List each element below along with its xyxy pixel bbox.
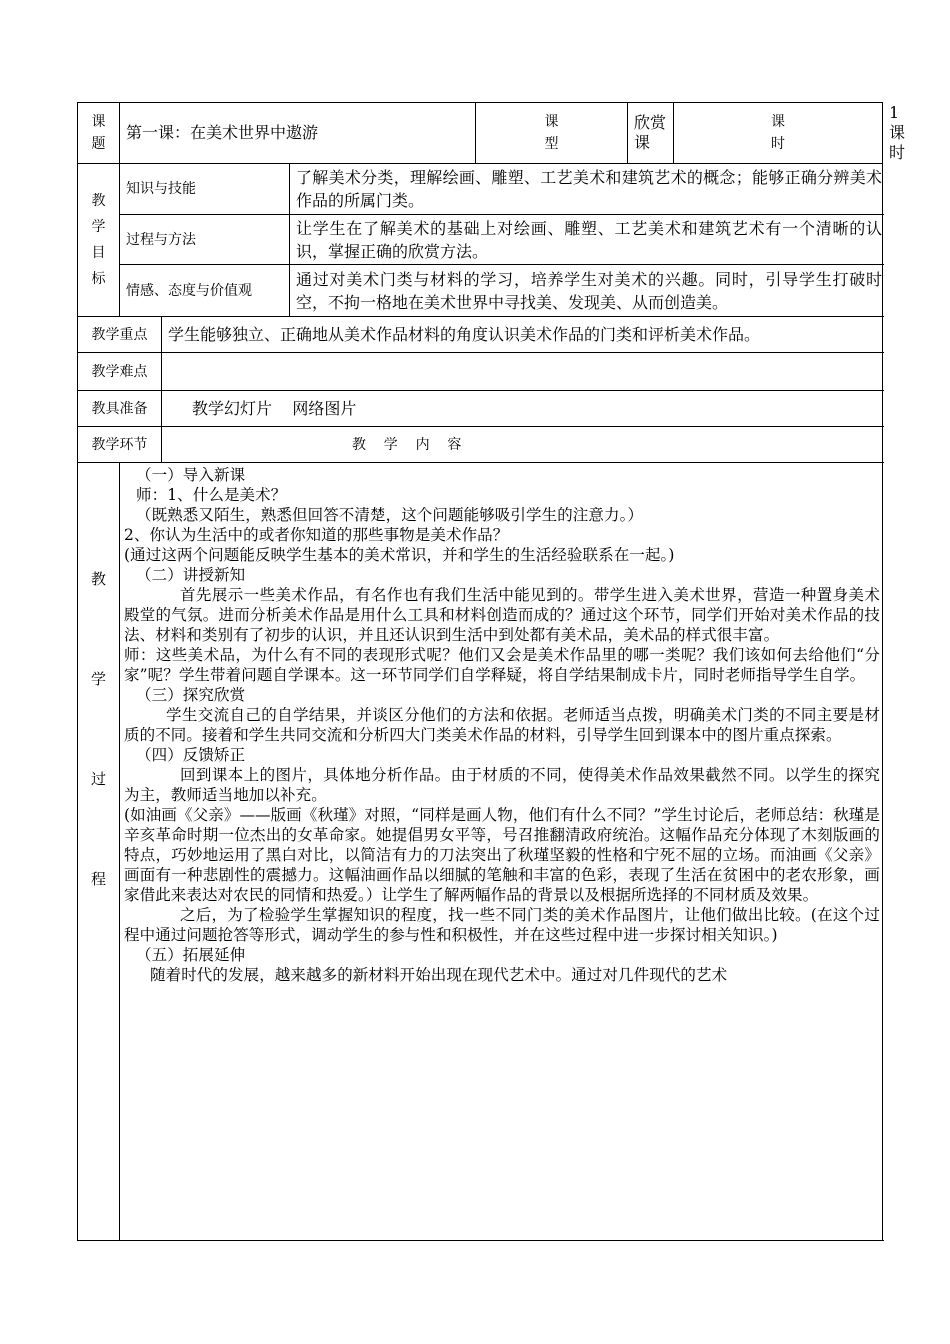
process-paragraph: 回到课本上的图片，具体地分析作品。由于材质的不同，使得美术作品效果截然不同。以学生的探究为主，教师适当地加以补充。 (124, 766, 881, 804)
objective-row-2 (78, 215, 883, 265)
type-value: 欣赏课 (628, 103, 674, 164)
hours-label: 课时 (771, 114, 785, 152)
objectives-label-char: 教 (91, 193, 106, 209)
key-point-row (78, 317, 883, 353)
type-label: 课型 (544, 114, 559, 152)
objectives-label-char: 目 (91, 245, 106, 261)
key-point-text: 学生能够独立、正确地从美术作品材料的角度认识美术作品的门类和评析美术作品。 (162, 317, 883, 353)
stage-label: 教学环节 (78, 427, 162, 463)
objective-name: 情感、态度与价值观 (120, 265, 290, 317)
objectives-label (78, 164, 120, 317)
hours-label-cell (674, 103, 883, 164)
type-label-cell (476, 103, 628, 164)
process-paragraph: 随着时代的发展，越来越多的新材料开始出现在现代艺术中。通过对几件现代的艺术 (150, 966, 728, 984)
process-content (120, 463, 883, 1241)
objective-text: 了解美术分类，理解绘画、雕塑、工艺美术和建筑艺术的概念；能够正确分辨美术作品的所属门类。 (290, 164, 883, 215)
difficulty-label: 教学难点 (78, 353, 162, 391)
stage-row (78, 427, 883, 463)
tools-label: 教具准备 (78, 391, 162, 427)
difficulty-text (162, 353, 883, 391)
objective-name: 知识与技能 (120, 164, 290, 215)
process-label-char: 学 (90, 670, 106, 688)
key-point-label: 教学重点 (78, 317, 162, 353)
process-heading: （五）拓展延伸 (136, 946, 246, 964)
process-label (78, 463, 120, 1241)
process-paragraph: 师：这些美术品，为什么有不同的表现形式呢？他们又会是美术作品里的哪一类呢？我们该如何去给他们“分家”呢？学生带着问题自学课本。这一环节同学们自学释疑，将自学结果制成卡片，同时老师指导学生自学。 (124, 646, 881, 684)
objectives-label-char: 学 (91, 219, 106, 235)
process-paragraph: 首先展示一些美术作品，有名作也有我们生活中能见到的。带学生进入美术世界，营造一种置身美术殿堂的气氛。进而分析美术作品是用什么工具和材料创造而成的？通过这个环节，同学们开始对美术作品的技法、材料和类别有了初步的认识，并且还认识到生活中到处都有美术品，美术品的样式很丰富。 (124, 586, 881, 644)
header-row: 课题 第一课：在美术世界中遨游 课型 欣赏课 课时 1 课时 (78, 103, 883, 164)
process-heading: （三）探究欣赏 (136, 686, 246, 704)
lesson-plan-table (77, 102, 906, 1241)
objective-name: 过程与方法 (120, 215, 290, 265)
process-label-char: 程 (90, 870, 106, 888)
objective-text: 通过对美术门类与材料的学习，培养学生对美术的兴趣。同时，引导学生打破时空，不拘一格地在美术世界中寻找美、发现美、从而创造美。 (290, 265, 883, 317)
objective-text: 让学生在了解美术的基础上对绘画、雕塑、工艺美术和建筑艺术有一个清晰的认识，掌握正确的欣赏方法。 (290, 215, 883, 265)
process-row (78, 463, 883, 1241)
topic-label: 课题 (91, 114, 106, 152)
process-paragraph: 之后，为了检验学生掌握知识的程度，找一些不同门类的美术作品图片，让他们做出比较。(在这个过程中通过问题抢答等形式，调动学生的参与性和积极性，并在这些过程中进一步探讨相关知识。) (124, 906, 881, 944)
process-paragraph: （既熟悉又陌生，熟悉但回答不清楚，这个问题能够吸引学生的注意力。） (136, 506, 644, 524)
process-heading: （四）反馈矫正 (136, 746, 246, 764)
objectives-label-char: 标 (91, 271, 106, 287)
topic-value: 第一课：在美术世界中遨游 (120, 103, 476, 164)
objective-row-1 (78, 164, 883, 215)
process-paragraph: (通过这两个问题能反映学生基本的美术常识，并和学生的生活经验联系在一起。) (124, 546, 675, 564)
process-paragraph: 学生交流自己的自学结果，并谈区分他们的方法和依据。老师适当点拨，明确美术门类的不同主要是材质的不同。接着和学生共同交流和分析四大门类美术作品的材料，引导学生回到课本中的图片重点探索。 (124, 706, 881, 744)
process-paragraph: 2、你认为生活中的或者你知道的那些事物是美术作品？ (124, 526, 509, 544)
process-heading: （一）导入新课 (136, 466, 246, 484)
process-label-char: 过 (90, 770, 106, 788)
process-paragraph: 师：1、什么是美术？ (136, 486, 287, 504)
process-label-char: 教 (90, 570, 106, 588)
stage-text: 教 学 内 容 (162, 427, 883, 463)
tools-row (78, 391, 883, 427)
lesson-plan-page (77, 102, 906, 1241)
process-heading: （二）讲授新知 (136, 566, 246, 584)
process-paragraph: (如油画《父亲》——版画《秋瑾》对照，“同样是画人物，他们有什么不同？”学生讨论后，老师总结：秋瑾是辛亥革命时期一位杰出的女革命家。她提倡男女平等，号召推翻清政府统治。这幅作品充分体现了木刻版画的特点，巧妙地运用了黑白对比，以简洁有力的刀法突出了秋瑾坚毅的性格和宁死不屈的立场。而油画《父亲》画面有一种悲剧性的震撼力。这幅油画作品以细腻的笔触和丰富的色彩，表现了生活在贫困中的老农形象，画家借此来表达对农民的同情和热爱。）让学生了解两幅作品的背景以及根据所选择的不同材质及效果。 (124, 806, 881, 904)
topic-label-cell (78, 103, 120, 164)
tools-text: 教学幻灯片 网络图片 (162, 391, 883, 427)
difficulty-row (78, 353, 883, 391)
objective-row-3 (78, 265, 883, 317)
